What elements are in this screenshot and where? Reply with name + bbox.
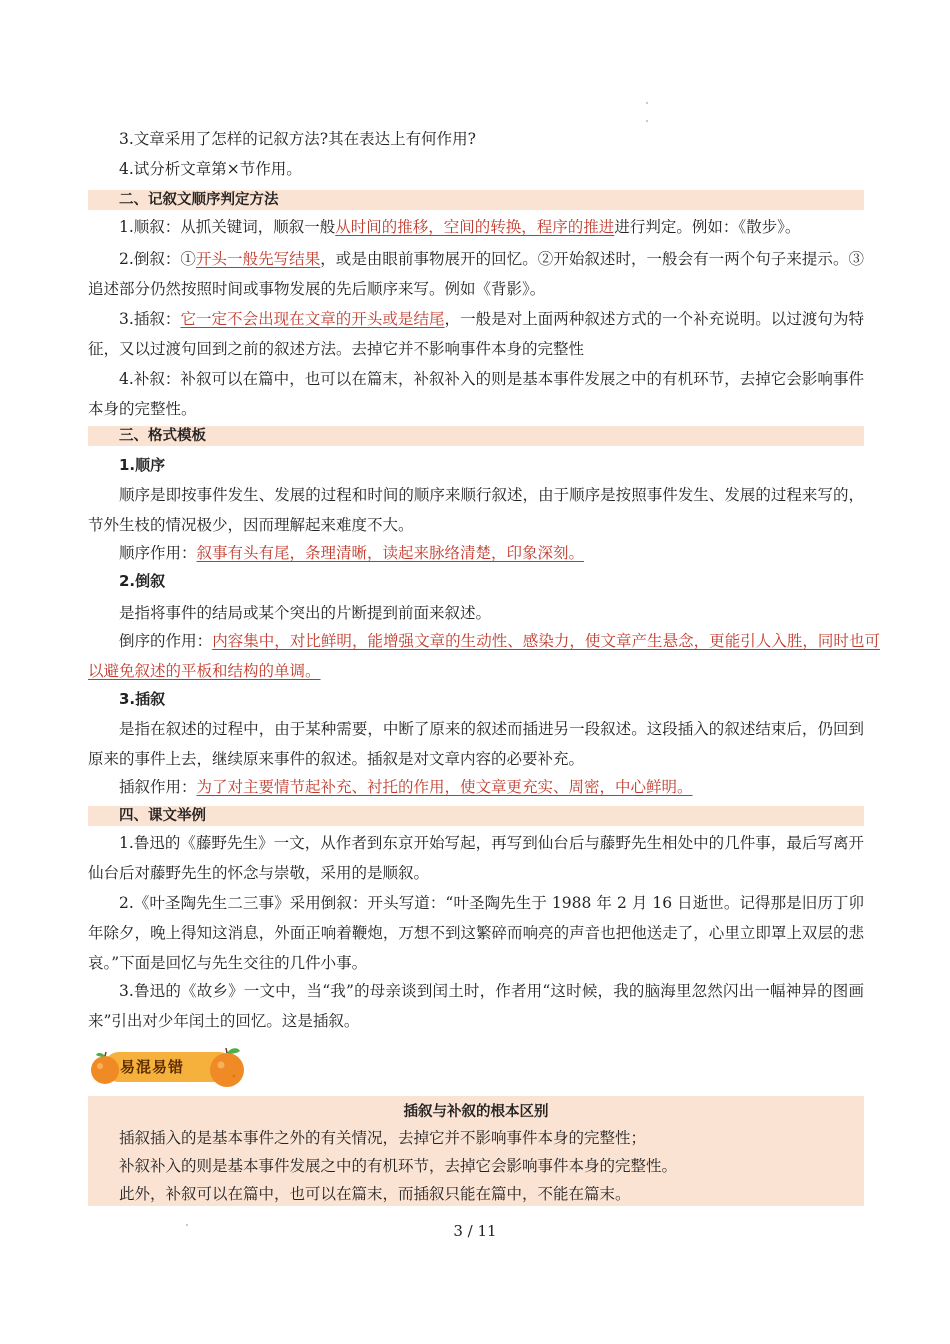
effect-label: 顺序作用：	[119, 544, 197, 562]
page-number: 3 / 11	[453, 1222, 497, 1240]
box-line: 插叙插入的是基本事件之外的有关情况，去掉它并不影响事件本身的完整性；	[119, 1129, 647, 1147]
key-answer: 内容集中，对比鲜明，能增强文章的生动性、感染力，使文章产生悬念，更能引人入胜，同时也可以避免叙述的平板和结构的单调。	[88, 632, 880, 680]
key-answer: 叙事有头有尾，条理清晰，读起来脉络清楚，印象深刻。	[196, 544, 585, 562]
text: 1.顺叙：从抓关键词，顺叙一般	[119, 218, 336, 236]
scan-dot	[646, 120, 648, 122]
paragraph-buxu: 4.补叙：补叙可以在篇中，也可以在篇末，补叙补入的则是基本事件发展之中的有机环节，去掉它会影响事件本身的完整性。	[88, 370, 864, 418]
text: 3.插叙：	[119, 310, 181, 328]
section-heading-band	[88, 190, 864, 210]
text: 2.倒叙：①	[119, 250, 196, 268]
subheading-daoxu: 2.倒叙	[119, 572, 166, 590]
key-answer: 开头一般先写结果	[195, 250, 321, 268]
section-heading: 二、记叙文顺序判定方法	[119, 192, 279, 208]
orange-fruit-icon	[206, 1044, 248, 1088]
paragraph-chaxu-desc: 是指在叙述的过程中，由于某种需要，中断了原来的叙述而插进另一段叙述。这段插入的叙述结束后，仍回到原来的事件上去，继续原来事件的叙述。插叙是对文章内容的必要补充。	[88, 720, 864, 768]
scan-dot	[646, 102, 648, 104]
effect-daoxu	[88, 626, 880, 686]
key-answer: 为了对主要情节起补充、衬托的作用，使文章更充实、周密，中心鲜明。	[196, 778, 693, 796]
subheading-shunxu: 1.顺序	[119, 456, 166, 474]
text: ，或是由眼前事物展开的回忆。②开始叙述时，一般会有一两个句子来提示。③追述部分仍然按照时间或事物发展的先后顺序来写。例如《背影》。	[88, 250, 864, 298]
example-3: 3.鲁迅的《故乡》一文中，当“我”的母亲谈到闰土时，作者用“这时候，我的脑海里忽然闪出一幅神异的图画来”引出对少年闰土的回忆。这是插叙。	[88, 982, 864, 1030]
section-heading: 三、格式模板	[119, 428, 206, 444]
question-3: 3.文章采用了怎样的记叙方法?其在表达上有何作用?	[119, 130, 476, 148]
section-heading-band	[88, 806, 864, 826]
question-4: 4.试分析文章第×节作用。	[119, 160, 302, 178]
tips-badge	[88, 1040, 248, 1090]
effect-label: 插叙作用：	[119, 778, 197, 796]
key-answer: 从时间的推移，空间的转换，程序的推进	[335, 218, 615, 236]
comparison-box	[88, 1096, 864, 1206]
section-heading: 四、课文举例	[119, 808, 206, 824]
effect-chaxu	[88, 772, 864, 802]
paragraph-shunxu-desc: 顺序是即按事件发生、发展的过程和时间的顺序来顺行叙述，由于顺序是按照事件发生、发展的过程来写的，节外生枝的情况极少，因而理解起来难度不大。	[88, 486, 864, 534]
box-line: 补叙补入的则是基本事件发展之中的有机环节，去掉它会影响事件本身的完整性。	[119, 1157, 678, 1175]
orange-fruit-icon	[88, 1050, 122, 1086]
box-line: 此外，补叙可以在篇中，也可以在篇末，而插叙只能在篇中，不能在篇末。	[119, 1185, 631, 1203]
box-title: 插叙与补叙的根本区别	[403, 1104, 549, 1120]
example-1: 1.鲁迅的《藤野先生》一文，从作者到东京开始写起，再写到仙台后与藤野先生相处中的几件事，最后写离开仙台后对藤野先生的怀念与崇敬，采用的是顺叙。	[88, 834, 864, 882]
paragraph-shunxu	[88, 212, 864, 242]
text: ，一般是对上面两种叙述方式的一个补充说明。以过渡句为特征，又以过渡句回到之前的叙述方法。去掉它并不影响事件本身的完整性	[88, 310, 864, 358]
key-answer: 它一定不会出现在文章的开头或是结尾	[180, 310, 445, 328]
subheading-chaxu: 3.插叙	[119, 690, 166, 708]
paragraph-daoxu-desc: 是指将事件的结局或某个突出的片断提到前面来叙述。	[119, 604, 492, 622]
section-heading-band	[88, 426, 864, 446]
example-2: 2.《叶圣陶先生二三事》采用倒叙：开头写道：“叶圣陶先生于 1988 年 2 月 16 日逝世。记得那是旧历丁卯年除夕，晚上得知这消息，外面正响着鞭炮，万想不到这繁碎而响亮的声音也把他送走了，心里立即罩上双层的悲哀。”下面是回忆与先生交往的几件小事。	[88, 894, 864, 972]
effect-label: 倒序的作用：	[119, 632, 213, 650]
badge-label: 易混易错	[120, 1058, 185, 1076]
effect-shunxu	[88, 538, 864, 568]
paragraph-daoxu	[88, 244, 864, 304]
text: 进行判定。例如：《散步》。	[614, 218, 801, 236]
paragraph-chaxu	[88, 304, 864, 364]
